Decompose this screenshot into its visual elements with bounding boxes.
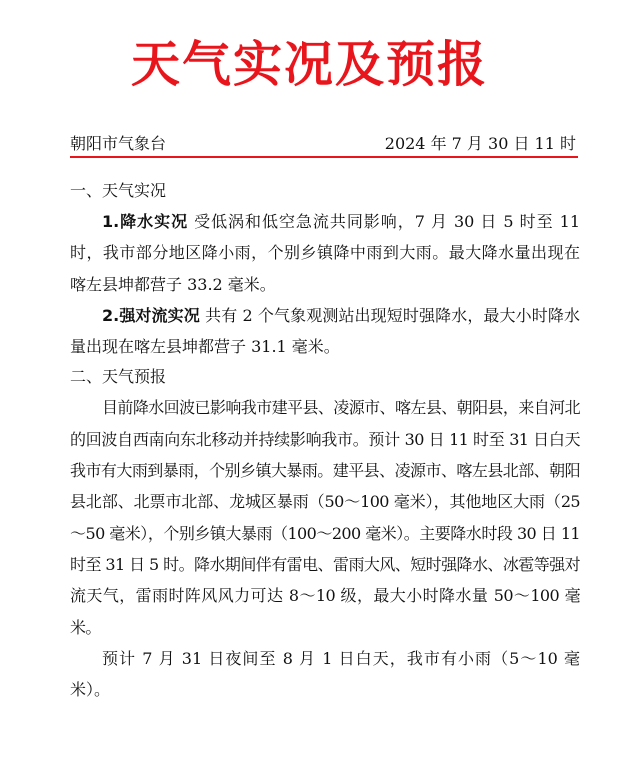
- forecast-paragraph-later: 预计 7 月 31 日夜间至 8 月 1 日白天，我市有小雨（5～10 毫米）。: [70, 648, 580, 700]
- issuing-agency: 朝阳市气象台: [70, 134, 167, 153]
- document-title: 天气实况及预报: [130, 35, 488, 93]
- section-heading-actual: 一、天气实况: [70, 181, 167, 200]
- header-divider: [70, 156, 578, 158]
- precipitation-actual-text: 受低涡和低空急流共同影响，7 月 30 日 5 时至 11 时，我市部分地区降小雨，个别乡镇降中雨到大雨。最大降水量出现在喀左县坤都营子 33.2 毫米。: [70, 212, 580, 294]
- forecast-paragraph-main: 目前降水回波已影响我市建平县、凌源市、喀左县、朝阳县，来自河北的回波自西南向东北移动并持续影响我市。预计 30 日 11 时至 31 日白天我市有大雨到暴雨，个别乡镇大暴雨。建平县、凌源市、喀左县北部、朝阳县北部、北票市北部、龙城区暴雨（50～100 毫米），其他地区大雨（25～50 毫米），个别乡镇大暴雨（100～200 毫米）。主要降水时段 30 日 11 时至 31 日 5 时。降水期间伴有雷电、雷雨大风、短时强降水、冰雹等强对流天气，雷雨时阵风风力可达 8～10 级，最大小时降水量 50～100 毫米。: [70, 398, 580, 637]
- issue-date: 2024 年 7 月 30 日 11 时: [384, 134, 576, 153]
- convection-actual-text: 共有 2 个气象观测站出现短时强降水，最大小时降水量出现在喀左县坤都营子 31.1 毫米。: [70, 305, 580, 357]
- document-body: [70, 176, 580, 705]
- section-heading-forecast: 二、天气预报: [70, 367, 167, 387]
- issuer-line: [70, 133, 576, 155]
- convection-actual-paragraph: [70, 300, 580, 363]
- precipitation-actual-label: 1.降水实况: [102, 212, 189, 231]
- precipitation-actual-paragraph: [70, 206, 580, 300]
- convection-actual-label: 2.强对流实况: [102, 305, 200, 325]
